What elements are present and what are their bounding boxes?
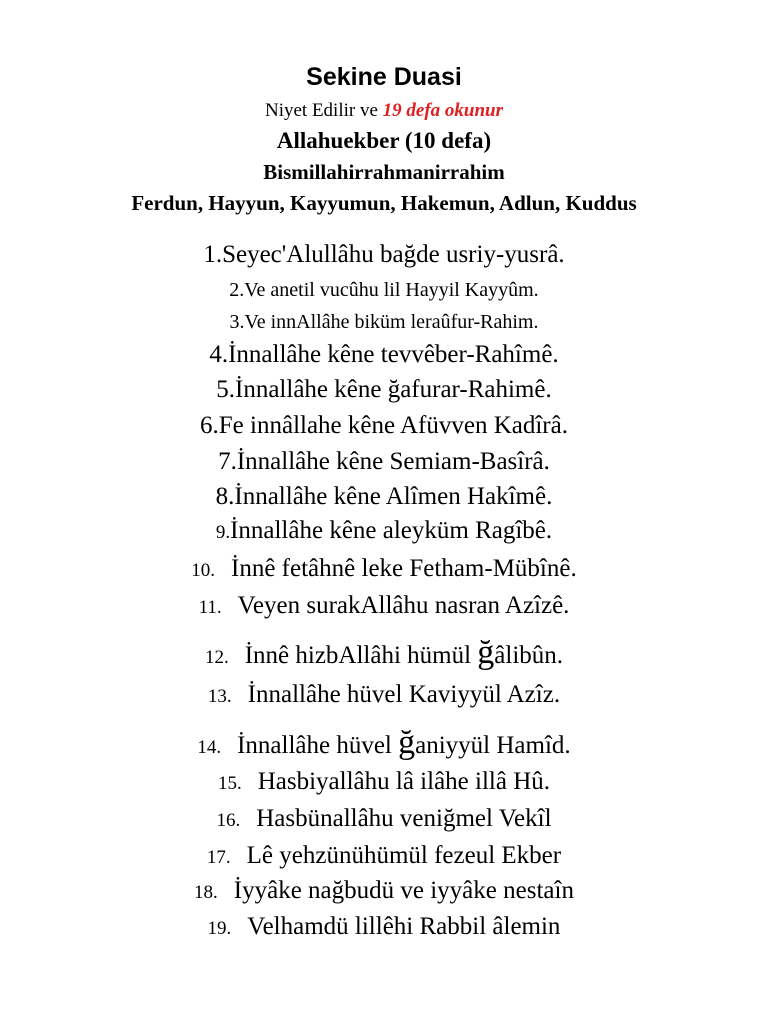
verse-11 bbox=[0, 590, 768, 624]
verse-big-letter: ğ bbox=[477, 634, 495, 671]
verse-18 bbox=[0, 875, 768, 909]
verse-big-letter: ğ bbox=[398, 724, 416, 761]
verse-number: 17. bbox=[206, 847, 231, 868]
verse-19 bbox=[0, 911, 768, 945]
verse-number: 10. bbox=[191, 560, 216, 581]
verse-text-before: İnnallâhe hüvel bbox=[237, 732, 399, 759]
verse-text: İnnallâhe kêne aleyküm Ragîbê. bbox=[230, 517, 553, 544]
verse-text: Hasbiyallâhu lâ ilâhe illâ Hû. bbox=[257, 768, 551, 795]
verse-text: Velhamdü lillêhi Rabbil âlemin bbox=[247, 913, 561, 940]
verse-text: Ve innAllâhe biküm leraûfur-Rahim. bbox=[244, 311, 539, 333]
verse-17 bbox=[0, 840, 768, 874]
verse-7 bbox=[0, 446, 768, 478]
verse-text: Fe innâllahe kêne Afüvven Kadîrâ. bbox=[218, 412, 568, 439]
verse-number: 11. bbox=[198, 597, 222, 618]
verse-number: 1. bbox=[203, 241, 223, 268]
verse-text: İyyâke nağbudü ve iyyâke nestaîn bbox=[233, 877, 574, 904]
verse-16 bbox=[0, 803, 768, 837]
verse-text: İnnallâhe kêne ğafurar-Rahimê. bbox=[235, 376, 552, 403]
verse-5 bbox=[0, 374, 768, 406]
verse-text: Seyec'Alullâhu bağde usriy-yusrâ. bbox=[222, 241, 565, 268]
verse-9 bbox=[0, 515, 768, 549]
verse-number: 3. bbox=[229, 311, 245, 333]
verse-number: 9. bbox=[215, 522, 231, 543]
verse-text-after: âlibûn. bbox=[494, 642, 564, 669]
verse-text: İnnallâhe kêne tevvêber-Rahîmê. bbox=[228, 341, 559, 368]
verse-3 bbox=[0, 309, 768, 335]
verse-number: 5. bbox=[216, 376, 236, 403]
verse-number: 19. bbox=[207, 918, 232, 939]
verse-text-before: İnnê hizbAllâhi hümül bbox=[244, 642, 478, 669]
verse-8 bbox=[0, 481, 768, 513]
verse-4 bbox=[0, 339, 768, 371]
verse-number: 4. bbox=[209, 341, 229, 368]
verse-6 bbox=[0, 410, 768, 442]
verse-number: 6. bbox=[200, 412, 219, 439]
heading-allahuekber: Allahuekber (10 defa) bbox=[276, 128, 492, 153]
subtitle bbox=[0, 99, 768, 123]
verse-number: 16. bbox=[216, 810, 241, 831]
verse-text: Lê yehzünühümül fezeul Ekber bbox=[246, 842, 562, 869]
verse-number: 12. bbox=[204, 647, 229, 668]
document-title: Sekine Duasi bbox=[306, 63, 462, 91]
verse-number: 15. bbox=[217, 773, 242, 794]
subtitle-prefix: Niyet Edilir ve bbox=[264, 100, 383, 121]
verse-15 bbox=[0, 766, 768, 800]
verse-text: İnnallâhe hüvel Kaviyyül Azîz. bbox=[247, 681, 561, 708]
subtitle-accent: 19 defa okunur bbox=[382, 100, 504, 121]
verse-text: Ve anetil vucûhu lil Hayyil Kayyûm. bbox=[244, 279, 539, 301]
heading-names: Ferdun, Hayyun, Kayyumun, Hakemun, Adlun, Kuddus bbox=[131, 191, 637, 215]
verse-text: Hasbünallâhu veniğmel Vekîl bbox=[256, 805, 552, 832]
verse-text: Veyen surakAllâhu nasran Azîzê. bbox=[237, 592, 570, 619]
verse-number: 13. bbox=[207, 686, 232, 707]
verse-number: 8. bbox=[215, 483, 235, 510]
verse-text: İnnê fetâhnê leke Fetham-Mübînê. bbox=[231, 555, 577, 582]
heading-bismillah: Bismillahirrahmanirrahim bbox=[263, 160, 505, 184]
verse-text-after: aniyyül Hamîd. bbox=[415, 732, 571, 759]
verse-13 bbox=[0, 679, 768, 713]
verse-10 bbox=[0, 553, 768, 587]
verse-number: 7. bbox=[218, 448, 237, 475]
verse-number: 2. bbox=[229, 279, 245, 301]
verse-12 bbox=[0, 634, 768, 674]
verse-14 bbox=[0, 724, 768, 764]
verse-text: İnnallâhe kêne Semiam-Basîrâ. bbox=[236, 448, 550, 475]
verse-1 bbox=[0, 239, 768, 271]
verse-text: İnnallâhe kêne Alîmen Hakîmê. bbox=[234, 483, 553, 510]
verse-number: 18. bbox=[194, 882, 218, 903]
verse-2 bbox=[0, 277, 768, 303]
verse-number: 14. bbox=[197, 737, 222, 758]
